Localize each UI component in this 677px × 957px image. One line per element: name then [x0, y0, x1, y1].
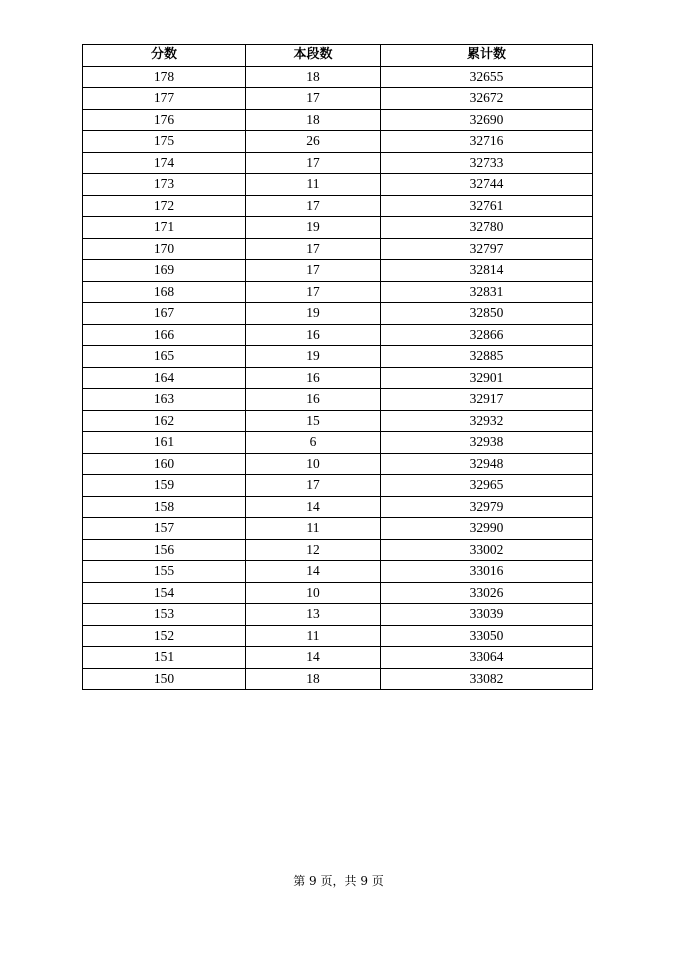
table-row [83, 174, 593, 196]
cell-cumulative-count: 32733 [381, 152, 593, 174]
cell-segment-count: 18 [246, 109, 381, 131]
cell-segment-count: 19 [246, 217, 381, 239]
cell-segment-count: 17 [246, 475, 381, 497]
cell-cumulative-count: 33050 [381, 625, 593, 647]
cell-cumulative-count: 32672 [381, 88, 593, 110]
cell-cumulative-count: 32780 [381, 217, 593, 239]
cell-cumulative-count: 33064 [381, 647, 593, 669]
cell-score: 176 [83, 109, 246, 131]
cell-score: 164 [83, 367, 246, 389]
cell-segment-count: 17 [246, 152, 381, 174]
cell-segment-count: 17 [246, 238, 381, 260]
cell-score: 159 [83, 475, 246, 497]
cell-score: 152 [83, 625, 246, 647]
cell-segment-count: 10 [246, 582, 381, 604]
cell-segment-count: 12 [246, 539, 381, 561]
cell-cumulative-count: 32744 [381, 174, 593, 196]
cell-cumulative-count: 33026 [381, 582, 593, 604]
table-row [83, 518, 593, 540]
cell-segment-count: 26 [246, 131, 381, 153]
table-row [83, 324, 593, 346]
table-row [83, 109, 593, 131]
cell-segment-count: 19 [246, 346, 381, 368]
cell-score: 162 [83, 410, 246, 432]
cell-score: 178 [83, 66, 246, 88]
table-row [83, 367, 593, 389]
cell-cumulative-count: 32901 [381, 367, 593, 389]
cell-score: 168 [83, 281, 246, 303]
header-cumulative-count: 累计数 [381, 45, 593, 67]
table-row [83, 88, 593, 110]
cell-cumulative-count: 33016 [381, 561, 593, 583]
cell-cumulative-count: 32850 [381, 303, 593, 325]
cell-segment-count: 16 [246, 367, 381, 389]
table-row [83, 432, 593, 454]
cell-segment-count: 18 [246, 668, 381, 690]
table-row [83, 66, 593, 88]
cell-segment-count: 11 [246, 174, 381, 196]
cell-score: 150 [83, 668, 246, 690]
table-row [83, 217, 593, 239]
cell-score: 175 [83, 131, 246, 153]
cell-score: 160 [83, 453, 246, 475]
cell-score: 167 [83, 303, 246, 325]
cell-cumulative-count: 32761 [381, 195, 593, 217]
table-row [83, 238, 593, 260]
table-row [83, 475, 593, 497]
cell-segment-count: 14 [246, 496, 381, 518]
cell-cumulative-count: 32948 [381, 453, 593, 475]
page-footer: 第 9 页，共 9 页 [293, 874, 384, 888]
cell-score: 174 [83, 152, 246, 174]
cell-score: 170 [83, 238, 246, 260]
cell-cumulative-count: 32885 [381, 346, 593, 368]
cell-cumulative-count: 32655 [381, 66, 593, 88]
cell-cumulative-count: 32932 [381, 410, 593, 432]
cell-cumulative-count: 32690 [381, 109, 593, 131]
table-row [83, 625, 593, 647]
cell-score: 169 [83, 260, 246, 282]
cell-score: 161 [83, 432, 246, 454]
cell-cumulative-count: 32979 [381, 496, 593, 518]
cell-cumulative-count: 32990 [381, 518, 593, 540]
table-row [83, 131, 593, 153]
cell-score: 163 [83, 389, 246, 411]
cell-segment-count: 17 [246, 195, 381, 217]
cell-score: 156 [83, 539, 246, 561]
table-row [83, 668, 593, 690]
cell-score: 165 [83, 346, 246, 368]
cell-segment-count: 17 [246, 281, 381, 303]
cell-segment-count: 16 [246, 389, 381, 411]
cell-segment-count: 14 [246, 561, 381, 583]
cell-cumulative-count: 32797 [381, 238, 593, 260]
table-row [83, 195, 593, 217]
cell-cumulative-count: 32716 [381, 131, 593, 153]
score-distribution-table [82, 44, 593, 690]
cell-segment-count: 13 [246, 604, 381, 626]
cell-segment-count: 19 [246, 303, 381, 325]
cell-score: 173 [83, 174, 246, 196]
table-row [83, 303, 593, 325]
cell-segment-count: 16 [246, 324, 381, 346]
cell-segment-count: 15 [246, 410, 381, 432]
table-row [83, 346, 593, 368]
cell-cumulative-count: 32938 [381, 432, 593, 454]
table-row [83, 453, 593, 475]
cell-cumulative-count: 32917 [381, 389, 593, 411]
cell-score: 151 [83, 647, 246, 669]
cell-cumulative-count: 32866 [381, 324, 593, 346]
cell-cumulative-count: 32965 [381, 475, 593, 497]
cell-score: 177 [83, 88, 246, 110]
cell-score: 171 [83, 217, 246, 239]
table-row [83, 281, 593, 303]
cell-segment-count: 11 [246, 625, 381, 647]
cell-cumulative-count: 32831 [381, 281, 593, 303]
table-row [83, 582, 593, 604]
table-row [83, 260, 593, 282]
table-row [83, 539, 593, 561]
cell-cumulative-count: 33082 [381, 668, 593, 690]
cell-score: 153 [83, 604, 246, 626]
table-row [83, 152, 593, 174]
table-row [83, 561, 593, 583]
cell-segment-count: 18 [246, 66, 381, 88]
table-row [83, 496, 593, 518]
table-row [83, 647, 593, 669]
cell-segment-count: 17 [246, 88, 381, 110]
table-row [83, 604, 593, 626]
table-body [83, 66, 593, 690]
cell-cumulative-count: 33039 [381, 604, 593, 626]
cell-segment-count: 11 [246, 518, 381, 540]
cell-segment-count: 6 [246, 432, 381, 454]
table-header-row [83, 45, 593, 67]
cell-segment-count: 14 [246, 647, 381, 669]
cell-score: 158 [83, 496, 246, 518]
cell-cumulative-count: 32814 [381, 260, 593, 282]
cell-segment-count: 17 [246, 260, 381, 282]
table-row [83, 410, 593, 432]
cell-score: 157 [83, 518, 246, 540]
cell-score: 166 [83, 324, 246, 346]
cell-score: 155 [83, 561, 246, 583]
cell-cumulative-count: 33002 [381, 539, 593, 561]
cell-score: 172 [83, 195, 246, 217]
cell-score: 154 [83, 582, 246, 604]
table-row [83, 389, 593, 411]
cell-segment-count: 10 [246, 453, 381, 475]
header-score: 分数 [83, 45, 246, 67]
header-segment-count: 本段数 [246, 45, 381, 67]
